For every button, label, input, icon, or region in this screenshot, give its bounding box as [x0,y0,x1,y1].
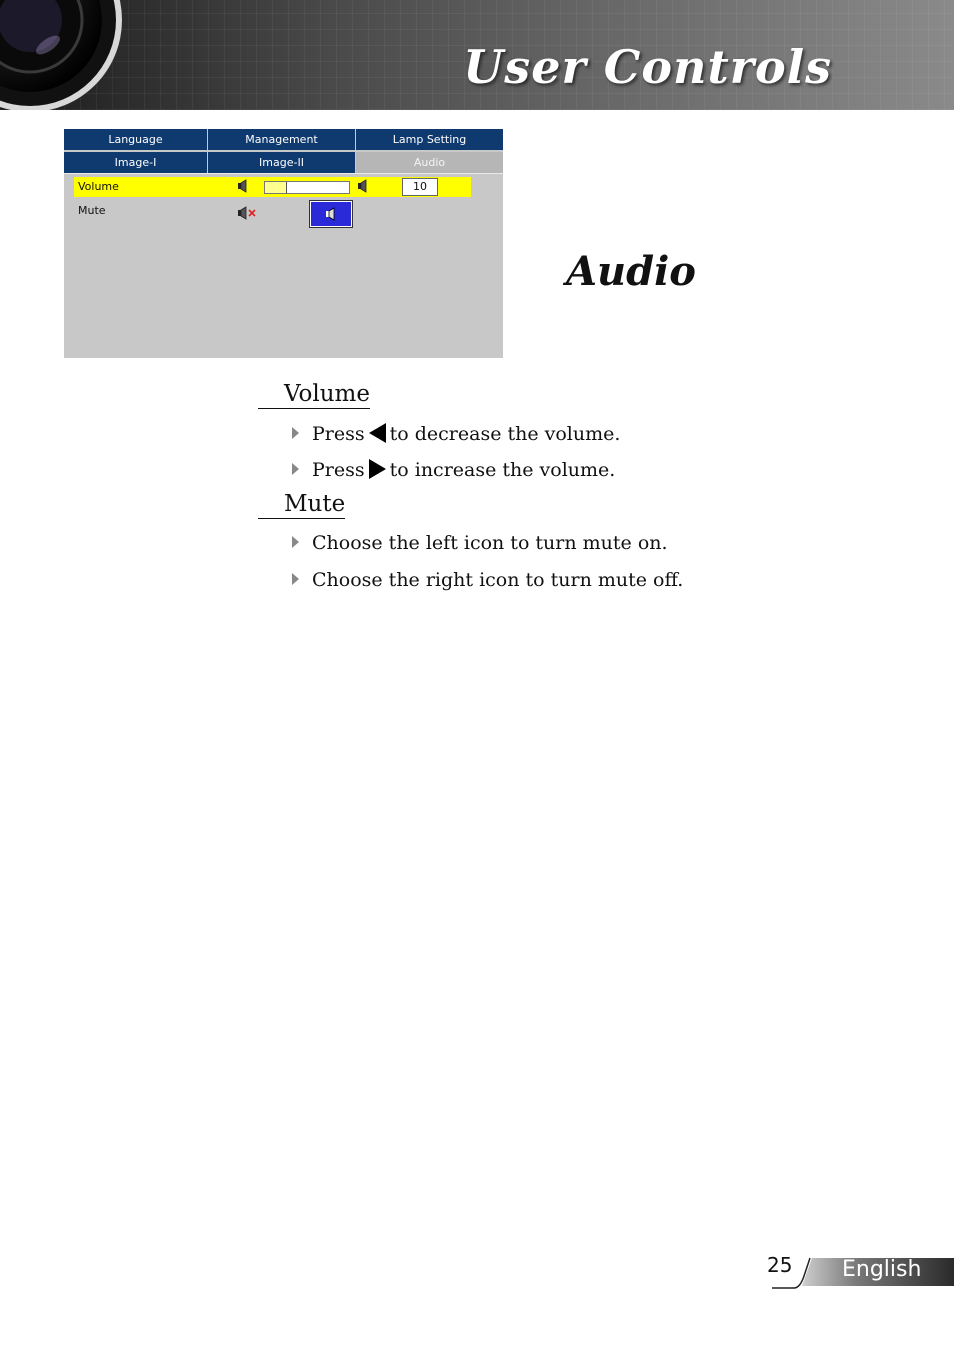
mute-heading: Mute [258,491,345,519]
mute-bullet-off [292,568,683,592]
volume-bullet-decrease [292,422,620,446]
tab-divider [64,173,503,174]
footer-language: English [842,1257,922,1282]
bullet-text-mute-on: Choose the left icon to turn mute on. [312,532,668,554]
volume-slider[interactable] [264,181,350,194]
left-arrow-icon [369,423,386,443]
tab-language[interactable]: Language [64,129,208,150]
mute-off-button[interactable] [310,201,352,227]
mute-on-icon[interactable] [236,206,260,220]
bullet-icon [292,463,299,475]
volume-slider-fill [265,182,287,193]
mute-bullet-on [292,531,668,555]
mute-label: Mute [78,204,106,217]
header-banner [0,0,954,110]
volume-heading: Volume [258,381,370,409]
speaker-low-icon[interactable] [236,179,250,193]
speaker-high-icon[interactable] [356,179,370,193]
speaker-icon [324,207,338,221]
bullet-text-mute-off: Choose the right icon to turn mute off. [312,569,684,591]
bullet-icon [292,536,299,548]
volume-label: Volume [78,180,119,193]
bullet-text-decrease: to decrease the volume. [389,423,621,445]
bullet-icon [292,573,299,585]
section-title: Audio [566,248,696,295]
bullet-text-press: Press [312,423,365,445]
projector-lens-icon [0,0,140,110]
tab-lamp-setting[interactable]: Lamp Setting [356,129,503,150]
tab-audio[interactable]: Audio [356,152,503,173]
tab-image-ii[interactable]: Image-II [208,152,356,173]
volume-bullet-increase [292,458,615,482]
tab-image-i[interactable]: Image-I [64,152,208,173]
right-arrow-icon [369,459,386,479]
osd-menu [64,129,503,358]
tab-row-1 [64,129,503,150]
tab-row-2 [64,152,503,173]
page-number: 25 [767,1253,793,1277]
bullet-icon [292,427,299,439]
bullet-text-increase: to increase the volume. [389,459,616,481]
bullet-text-press: Press [312,459,365,481]
header-title: User Controls [463,40,832,94]
volume-value: 10 [402,178,438,196]
tab-management[interactable]: Management [208,129,356,150]
